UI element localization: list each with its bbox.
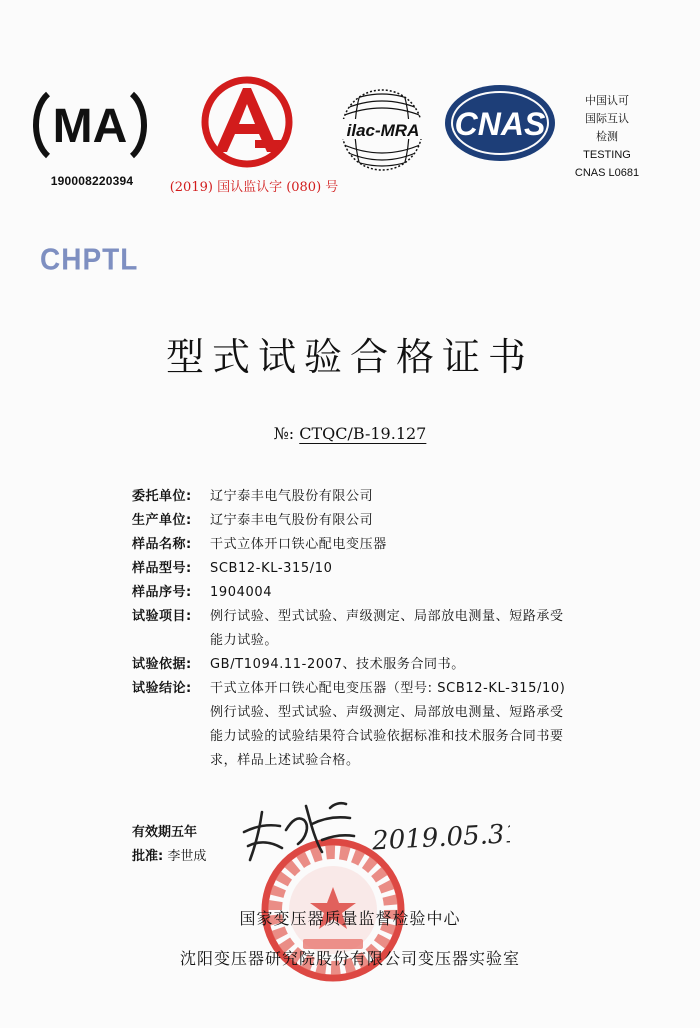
cal-mark-icon — [175, 74, 320, 174]
cal-logo — [169, 74, 339, 195]
ilac-globe-icon — [330, 84, 435, 189]
cal-mark-text: A — [246, 170, 248, 171]
cma-code: 190008220394 — [50, 174, 134, 188]
field-row-sample-serial — [132, 581, 632, 605]
field-value — [210, 485, 632, 509]
field-label: 样品名称: — [132, 537, 192, 552]
field-value-line: 例行试验、型式试验、声级测定、局部放电测量、短路承受 — [210, 609, 564, 624]
handwritten-date-text: 2019.05.31 — [371, 818, 510, 857]
field-value — [210, 533, 632, 557]
field-value-line: 1904004 — [210, 585, 273, 600]
cnas-mark-text: CNAS — [454, 106, 546, 142]
field-row-sample-model — [132, 557, 632, 581]
handwritten-signature — [226, 790, 366, 870]
cma-logo — [30, 84, 150, 188]
validity-period: 有效期五年 — [132, 825, 198, 840]
field-value-line: 干式立体开口铁心配电变压器（型号: SCB12-KL-315/10) — [210, 681, 566, 696]
handwritten-date-icon — [370, 810, 510, 860]
approval-label: 批准: — [132, 849, 164, 864]
signature-icon — [226, 790, 366, 870]
cma-mark-icon — [30, 84, 150, 166]
cal-code: (2019) 国认监认字 (080) 号 — [169, 180, 339, 195]
field-value — [210, 557, 632, 581]
certificate-fields — [132, 485, 632, 773]
field-row-sample-name — [132, 533, 632, 557]
chptl-brand: CHPTL — [40, 242, 139, 277]
field-value-line: SCB12-KL-315/10 — [210, 561, 333, 576]
certificate-number-value: CTQC/B-19.127 — [299, 424, 427, 443]
issuing-laboratory: 沈阳变压器研究院股份有限公司变压器实验室 — [179, 949, 520, 968]
page-title: 型式试验合格证书 — [165, 335, 534, 379]
field-value-line: 辽宁泰丰电气股份有限公司 — [210, 513, 374, 528]
field-value — [210, 653, 632, 677]
field-value-line: GB/T1094.11-2007、技术服务合同书。 — [210, 657, 465, 672]
field-value-line: 辽宁泰丰电气股份有限公司 — [210, 489, 374, 504]
field-row-manufacturer — [132, 509, 632, 533]
field-label: 样品型号: — [132, 561, 192, 576]
field-row-test-basis — [132, 653, 632, 677]
handwritten-date — [370, 810, 510, 860]
field-value — [210, 677, 632, 773]
field-label: 委托单位: — [132, 489, 192, 504]
issuing-organization: 国家变压器质量监督检验中心 — [239, 909, 461, 928]
certificate-number-prefix: №: — [273, 424, 295, 443]
field-value — [210, 605, 632, 653]
cnas-caption — [552, 92, 662, 182]
field-label: 样品序号: — [132, 585, 192, 600]
cnas-line: CNAS L0681 — [574, 167, 640, 179]
field-value-line: 求，样品上述试验合格。 — [210, 753, 360, 768]
cnas-line: 国际互认 — [585, 112, 629, 125]
certificate-number — [0, 424, 700, 443]
cnas-line: TESTING — [583, 149, 631, 161]
field-value — [210, 509, 632, 533]
approval — [132, 845, 206, 869]
field-label: 生产单位: — [132, 513, 192, 528]
ilac-mark-text: ilac-MRA — [346, 121, 420, 140]
ilac-mra-logo — [330, 84, 435, 189]
field-value-line: 能力试验。 — [210, 633, 279, 648]
cnas-logo — [440, 82, 560, 164]
approver-name: 李世成 — [167, 849, 207, 864]
field-row-client — [132, 485, 632, 509]
cnas-mark-icon — [440, 82, 560, 164]
field-value — [210, 581, 632, 605]
cma-mark-text: MA — [52, 100, 128, 153]
field-value-line: 能力试验的试验结果符合试验依据标准和技术服务合同书要 — [210, 729, 564, 744]
field-label: 试验结论: — [132, 681, 192, 696]
field-value-line: 例行试验、型式试验、声级测定、局部放电测量、短路承受 — [210, 705, 564, 720]
field-label: 试验依据: — [132, 657, 192, 672]
cnas-line: 中国认可 — [585, 94, 629, 107]
field-value-line: 干式立体开口铁心配电变压器 — [210, 537, 387, 552]
field-row-test-items — [132, 605, 632, 653]
field-label: 试验项目: — [132, 609, 192, 624]
field-row-test-conclusion — [132, 677, 632, 773]
cnas-line: 检测 — [596, 131, 618, 143]
